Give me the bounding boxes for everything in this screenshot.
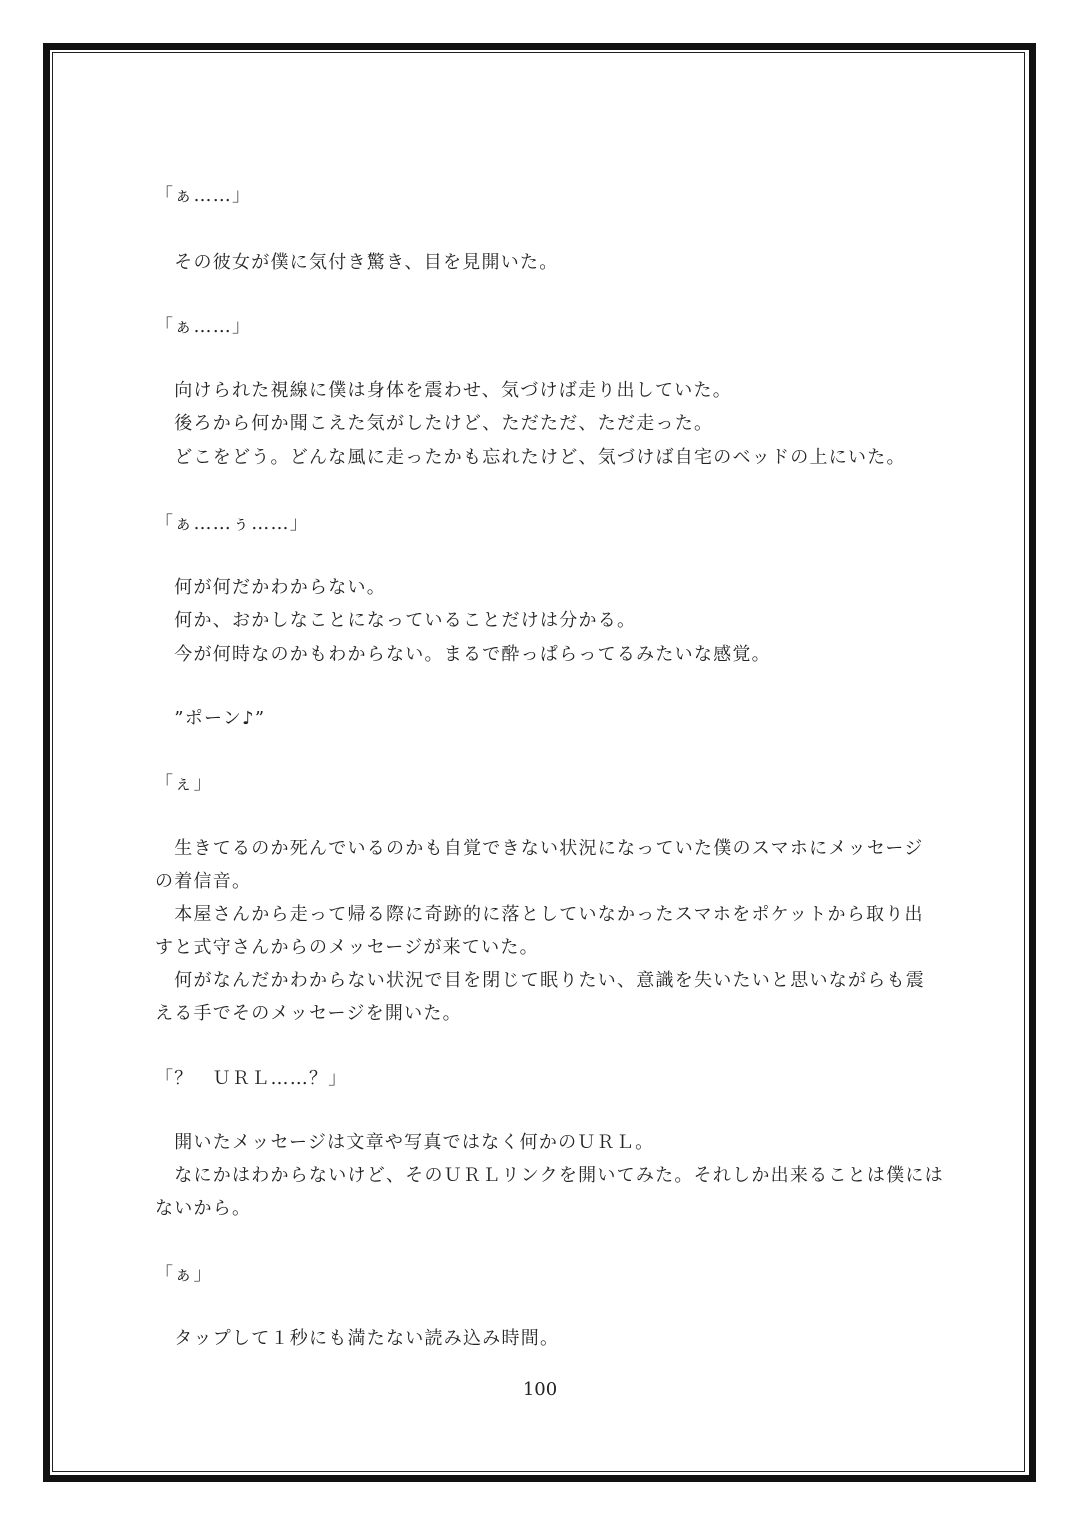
text-line: ”ポーン♪” <box>155 708 266 729</box>
text-line: 向けられた視線に僕は身体を震わせ、気づけば走り出していた。 <box>155 380 732 401</box>
text-line: 「ぁ」 <box>155 1264 213 1285</box>
text-line: 開いたメッセージは文章や写真ではなく何かのＵＲＬ。 <box>155 1132 655 1153</box>
text-line: 後ろから何か聞こえた気がしたけど、ただただ、ただ走った。 <box>155 413 714 434</box>
text-line: 「ぁ……ぅ……」 <box>155 513 309 534</box>
text-line: 生きてるのか死んでいるのかも自覚できない状況になっていた僕のスマホにメッセージ <box>155 838 924 859</box>
text-line: タップして１秒にも満たない読み込み時間。 <box>155 1328 560 1349</box>
text-line: 本屋さんから走って帰る際に奇跡的に落としていなかったスマホをポケットから取り出 <box>155 904 924 925</box>
text-line: 何がなんだかわからない状況で目を閉じて眠りたい、意識を失いたいと思いながらも震 <box>155 970 925 991</box>
text-line: ないから。 <box>155 1198 252 1219</box>
text-line: どこをどう。どんな風に走ったかも忘れたけど、気づけば自宅のベッドの上にいた。 <box>155 447 906 468</box>
text-line: 何か、おかしなことになっていることだけは分かる。 <box>155 610 637 631</box>
text-line: 今が何時なのかもわからない。まるで酔っぱらってるみたいな感覚。 <box>155 644 771 665</box>
text-line: 「ぁ……」 <box>155 185 252 206</box>
text-line: 「？ ＵＲＬ……？」 <box>155 1068 348 1089</box>
text-line: 「ぇ」 <box>155 773 213 794</box>
text-line: なにかはわからないけど、そのＵＲＬリンクを開いてみた。それしか出来ることは僕には <box>155 1165 944 1186</box>
text-line: その彼女が僕に気付き驚き、目を見開いた。 <box>155 252 559 273</box>
text-line: すと式守さんからのメッセージが来ていた。 <box>155 937 539 958</box>
text-line: 「ぁ……」 <box>155 316 252 337</box>
page-number: 100 <box>522 1379 558 1400</box>
text-line: える手でそのメッセージを開いた。 <box>155 1003 462 1024</box>
text-line: 何が何だかわからない。 <box>155 577 386 598</box>
text-line: の着信音。 <box>155 871 252 892</box>
